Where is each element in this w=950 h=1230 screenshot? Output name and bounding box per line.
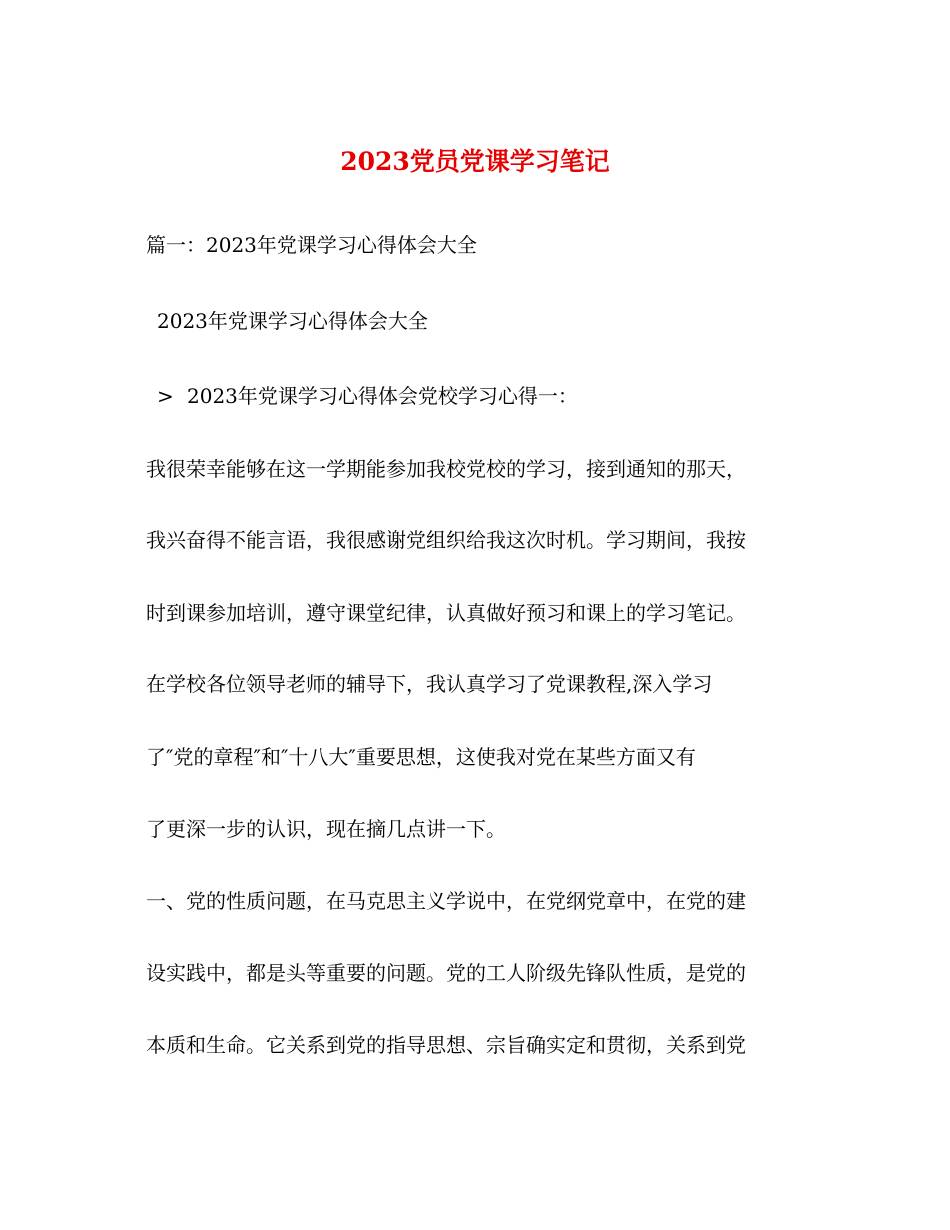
sub-item-label: 2023年党课学习心得体会党校学习心得一： (187, 384, 578, 408)
chevron-right-icon: > (157, 384, 174, 408)
body-line: 本质和生命。它关系到党的指导思想、宗旨确实定和贯彻，关系到党 (146, 1033, 746, 1057)
body-line: 设实践中，都是头等重要的问题。党的工人阶级先锋队性质，是党的 (146, 961, 746, 985)
subheading: 2023年党课学习心得体会大全 (157, 309, 428, 333)
body-line: 在学校各位领导老师的辅导下，我认真学习了党课教程,深入学习 (146, 672, 713, 696)
body-line: 了″党的章程″和″十八大″重要思想，这使我对党在某些方面又有 (146, 745, 696, 769)
body-line: 我很荣幸能够在这一学期能参加我校党校的学习，接到通知的那天， (146, 457, 746, 481)
document-title: 2023党员党课学习笔记 (340, 147, 610, 176)
body-line: 一、党的性质问题，在马克思主义学说中，在党纲党章中，在党的建 (146, 889, 746, 913)
sub-item (157, 381, 578, 411)
body-line: 了更深一步的认识，现在摘几点讲一下。 (146, 817, 506, 841)
section-heading: 篇一：2023年党课学习心得体会大全 (146, 233, 477, 257)
body-line: 时到课参加培训，遵守课堂纪律，认真做好预习和课上的学习笔记。 (146, 601, 746, 625)
body-line: 我兴奋得不能言语，我很感谢党组织给我这次时机。学习期间，我按 (146, 528, 746, 552)
